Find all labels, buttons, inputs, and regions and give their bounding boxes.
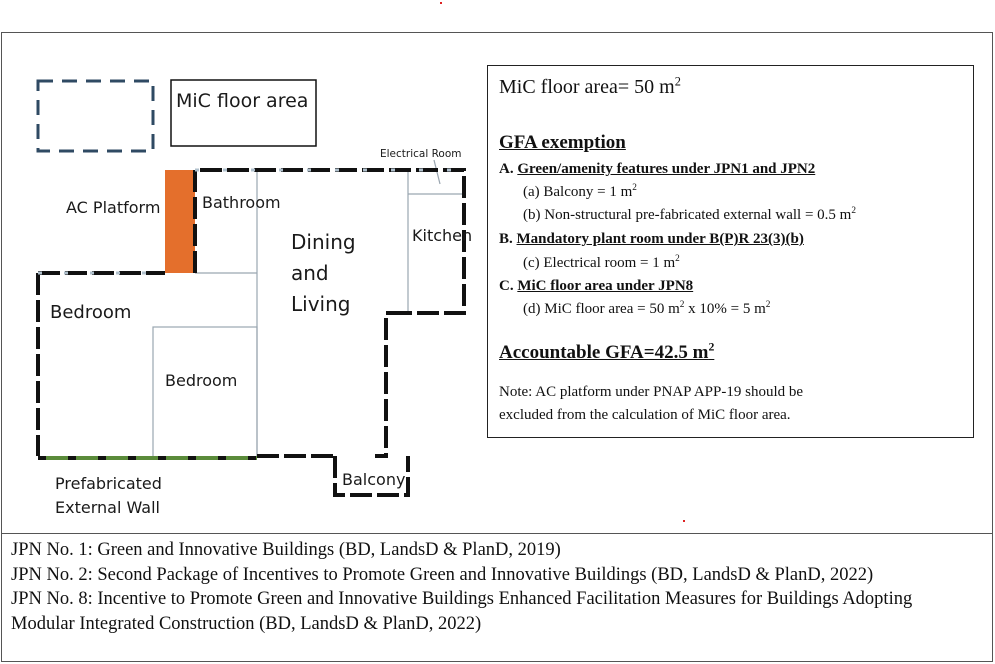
reference-jpn1: JPN No. 1: Green and Innovative Buildings (BD, LandsD & PlanD, 2019)	[11, 540, 561, 560]
item-a: (a) Balcony = 1 $m^2$	[523, 183, 637, 200]
bathroom-label: Bathroom	[202, 193, 281, 212]
prefab-wall-label-1: Prefabricated	[55, 474, 162, 493]
mic-floor-area-heading: MiC floor area= 50 $m^2$	[499, 74, 681, 98]
bedroom-inner-label: Bedroom	[165, 371, 238, 390]
ac-platform-label: AC Platform	[66, 198, 161, 217]
dining-label-1: Dining	[291, 230, 356, 254]
ac-platform-area	[165, 170, 195, 273]
item-b: (b) Non-structural pre-fabricated external wall = 0.5 $m^2$	[523, 206, 856, 223]
electrical-room-label: Electrical Room	[380, 148, 462, 160]
category-a: A. Green/amenity features under JPN1 and JPN2	[499, 161, 816, 177]
legend-label: MiC floor area	[176, 90, 309, 112]
kitchen-label: Kitchen	[412, 226, 473, 245]
category-b: B. Mandatory plant room under B(P)R 23(3)(b)	[499, 231, 804, 247]
item-d: (d) MiC floor area = 50 $m^2$ x 10% = 5 $m^2$	[523, 300, 771, 317]
gfa-exemption-title: GFA exemption	[499, 132, 626, 153]
dining-label-3: Living	[291, 292, 351, 316]
prefab-wall-label-2: External Wall	[55, 498, 160, 517]
category-c: C. MiC floor area under JPN8	[499, 278, 694, 294]
dining-label-2: and	[291, 261, 329, 285]
accountable-gfa: Accountable GFA=42.5 $m^2$	[499, 340, 715, 363]
item-c: (c) Electrical room = 1 $m^2$	[523, 254, 680, 271]
legend-dashed-swatch	[38, 81, 153, 151]
balcony-label: Balcony	[342, 470, 406, 489]
exterior-walls	[38, 170, 464, 495]
bedroom-main-label: Bedroom	[50, 302, 132, 323]
note-line-1: Note: AC platform under PNAP APP-19 should be	[499, 384, 804, 400]
gfa-note-box	[487, 65, 974, 438]
reference-jpn8: JPN No. 8: Incentive to Promote Green and Innovative Buildings Enhanced Facilitation Measures for Buildings Adopting Modular Integrated Construction (BD, LandsD & PlanD, 2022)	[11, 589, 913, 634]
note-line-2: excluded from the calculation of MiC floor area.	[499, 407, 791, 423]
reference-jpn2: JPN No. 2: Second Package of Incentives to Promote Green and Innovative Buildings (BD, LandsD & PlanD, 2022)	[11, 564, 874, 585]
references	[11, 538, 971, 636]
